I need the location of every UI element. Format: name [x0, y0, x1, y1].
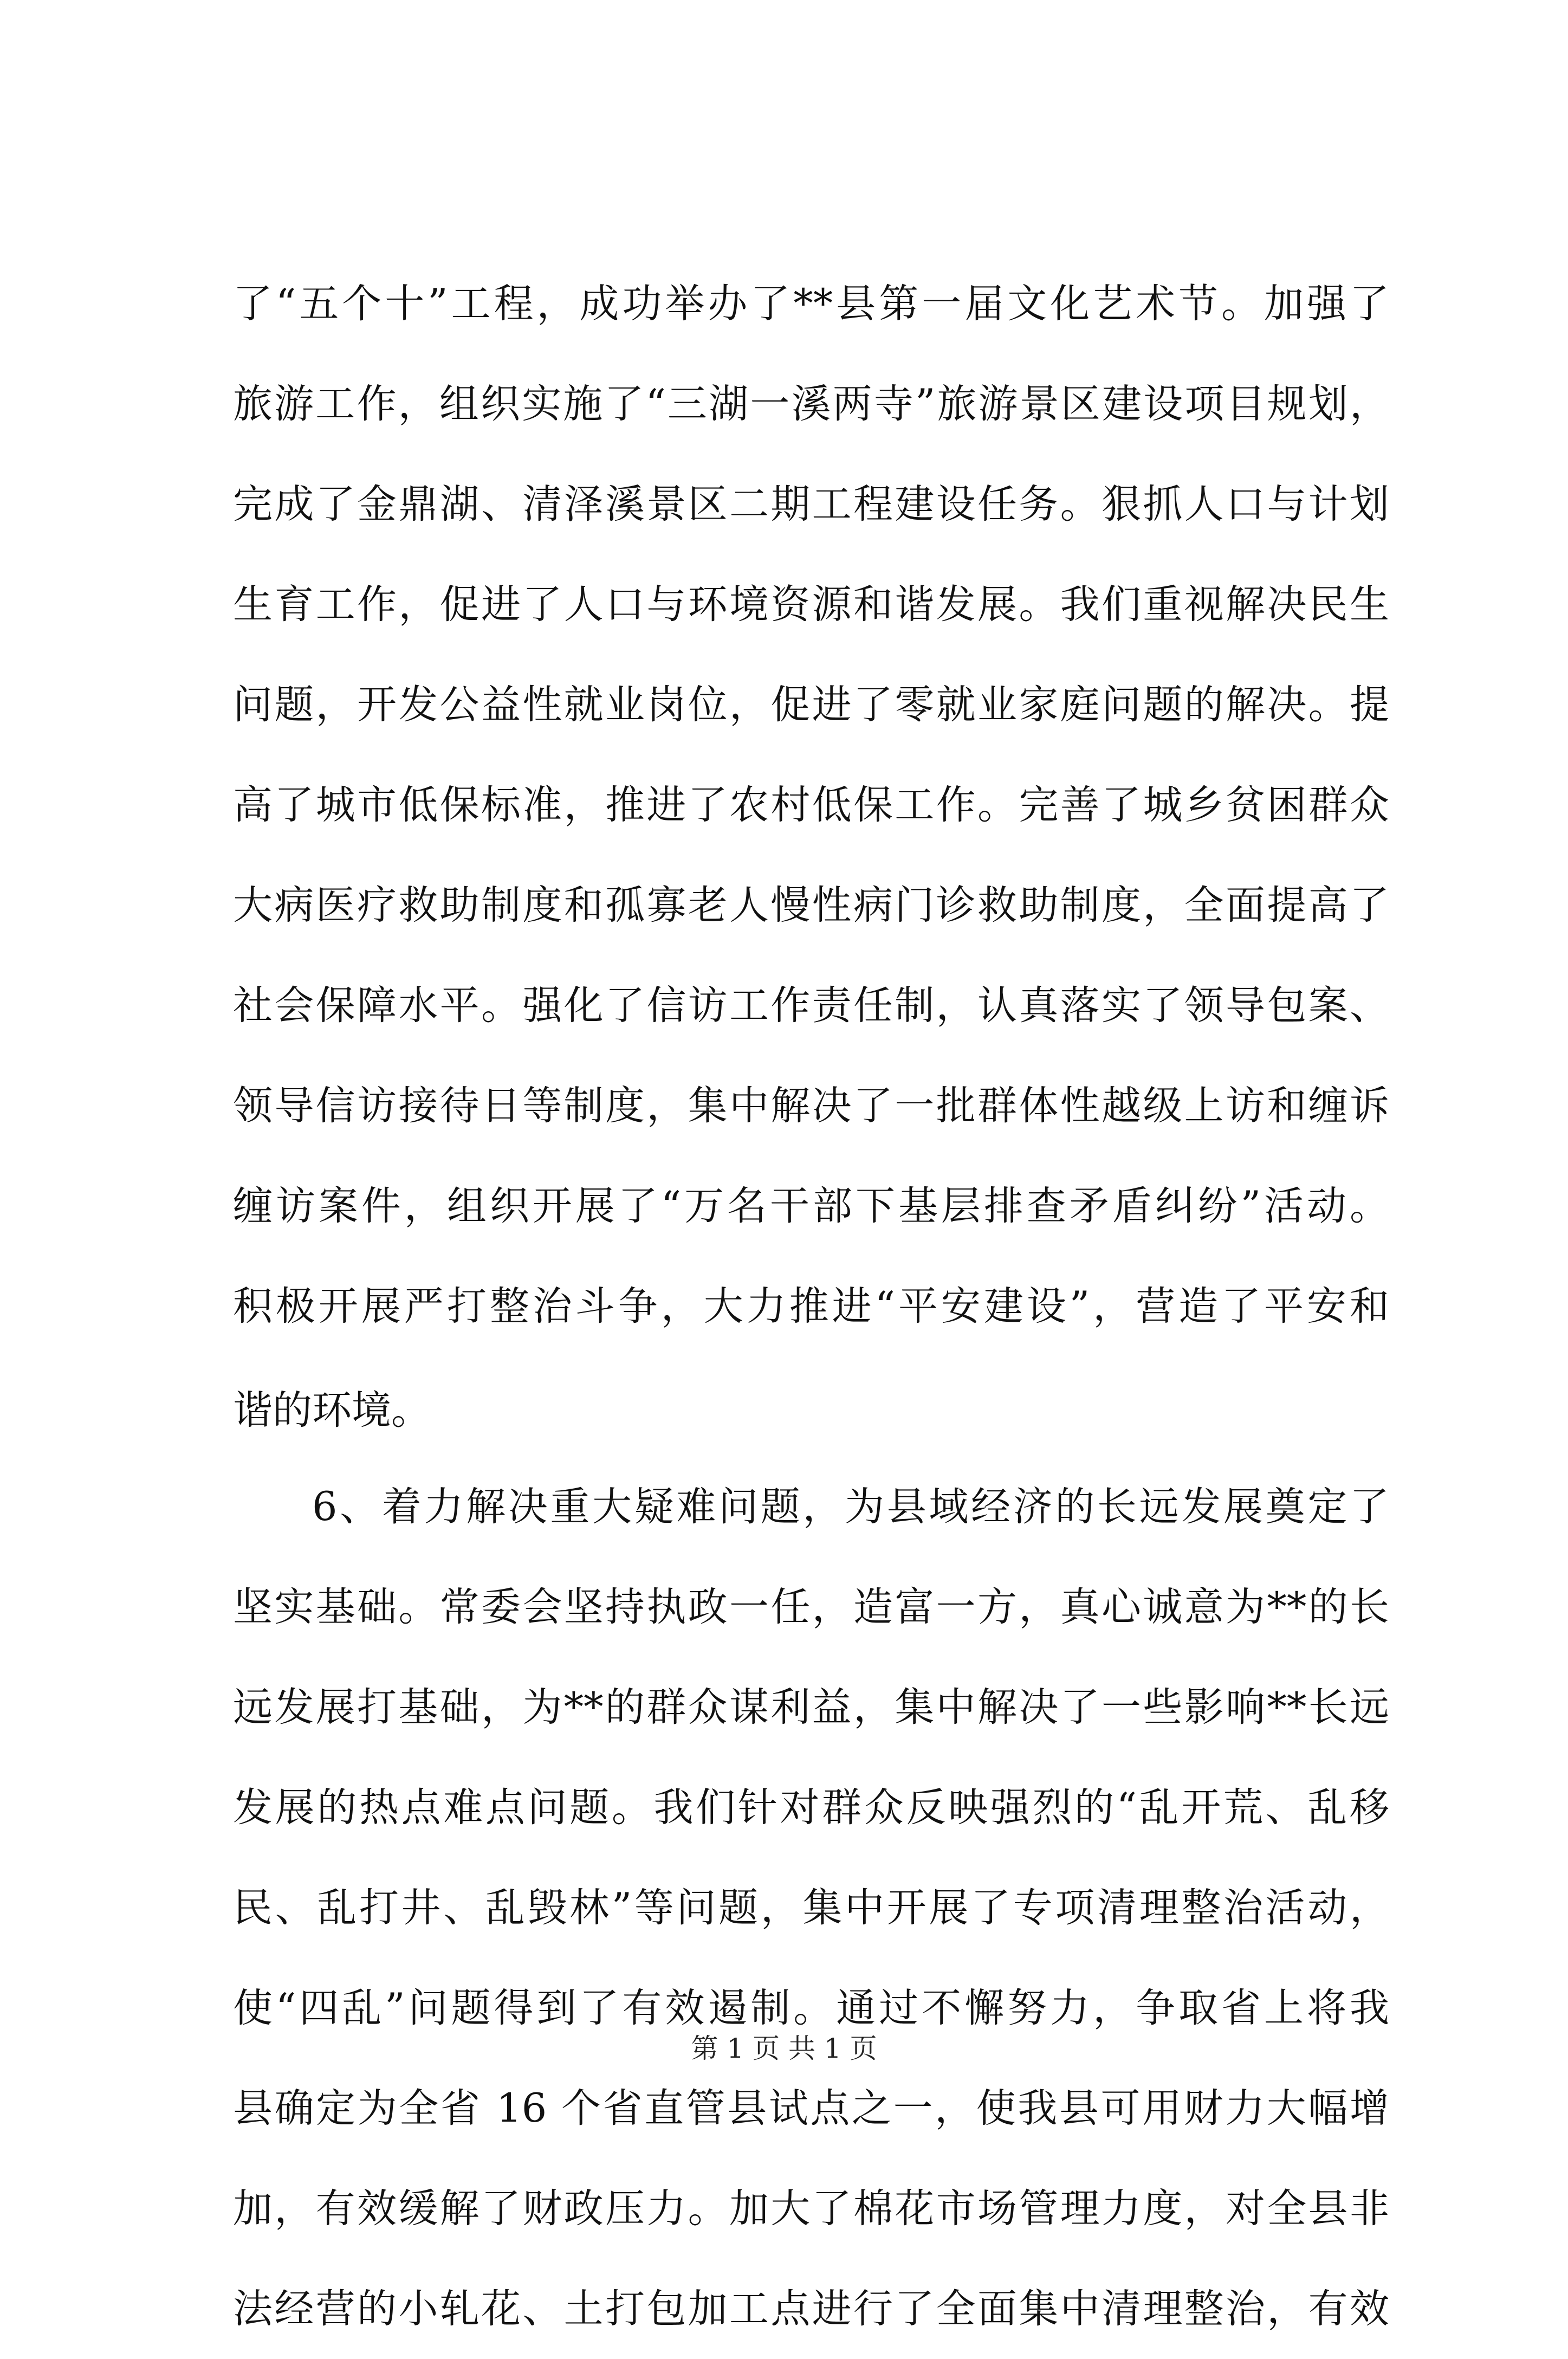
text-line: 缠访案件，组织开展了“万名干部下基层排查矛盾纠纷”活动。 [233, 1183, 1389, 1229]
text-line: 发展的热点难点问题。我们针对群众反映强烈的“乱开荒、乱移 [233, 1785, 1389, 1831]
page-number-footer: 第 1 页 共 1 页 [691, 2033, 877, 2064]
text-line: 领导信访接待日等制度，集中解决了一批群体性越级上访和缠诉 [233, 1083, 1389, 1129]
text-line: 问题，开发公益性就业岗位，促进了零就业家庭问题的解决。提 [233, 682, 1389, 728]
text-line: 了“五个十”工程，成功举办了**县第一届文化艺术节。加强了 [233, 281, 1389, 327]
text-line: 旅游工作，组织实施了“三湖一溪两寺”旅游景区建设项目规划， [233, 381, 1389, 427]
text-line: 高了城市低保标准，推进了农村低保工作。完善了城乡贫困群众 [233, 782, 1389, 828]
text-line: 生育工作，促进了人口与环境资源和谐发展。我们重视解决民生 [233, 581, 1389, 628]
text-line: 民、乱打井、乱毁林”等问题，集中开展了专项清理整治活动， [233, 1885, 1389, 1931]
text-line: 大病医疗救助制度和孤寡老人慢性病门诊救助制度，全面提高了 [233, 882, 1389, 928]
text-line: 社会保障水平。强化了信访工作责任制，认真落实了领导包案、 [233, 983, 1389, 1029]
text-line: 完成了金鼎湖、清泽溪景区二期工程建设任务。狠抓人口与计划 [233, 481, 1389, 527]
text-line: 使“四乱”问题得到了有效遏制。通过不懈努力，争取省上将我 [233, 1985, 1389, 2031]
text-line: 坚实基础。常委会坚持执政一任，造富一方，真心诚意为**的长 [233, 1584, 1389, 1630]
text-line: 县确定为全省 16 个省直管县试点之一，使我县可用财力大幅增 [233, 2085, 1389, 2131]
text-line: 加，有效缓解了财政压力。加大了棉花市场管理力度，对全县非 [233, 2186, 1389, 2232]
paragraph-start-line: 6、着力解决重大疑难问题，为县域经济的长远发展奠定了 [312, 1484, 1389, 1530]
text-line: 远发展打基础，为**的群众谋利益，集中解决了一些影响**长远 [233, 1684, 1389, 1730]
text-line: 积极开展严打整治斗争，大力推进“平安建设”，营造了平安和 [233, 1283, 1389, 1329]
text-line: 谐的环境。 [233, 1387, 431, 1433]
text-line: 法经营的小轧花、土打包加工点进行了全面集中清理整治，有效 [233, 2286, 1389, 2332]
